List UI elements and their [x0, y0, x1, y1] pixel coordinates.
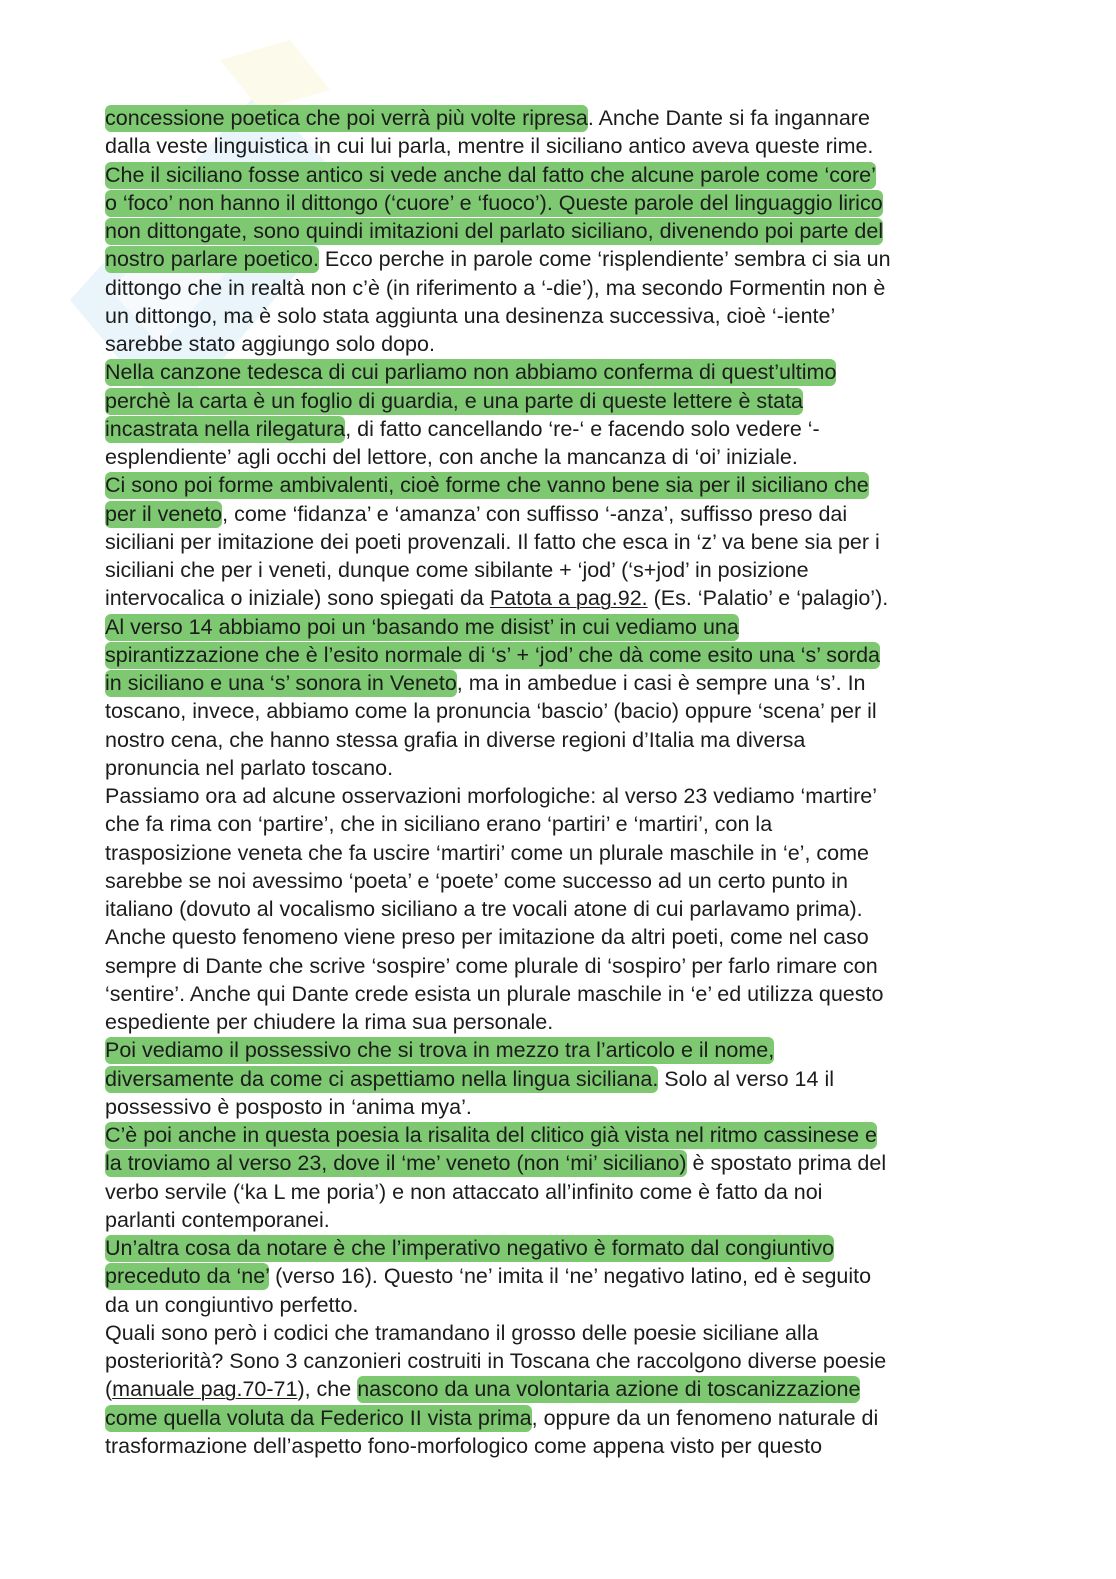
text-line	[105, 923, 1025, 951]
underlined-reference: Patota a pag.92.	[489, 586, 648, 611]
text-segment: Ecco perche in parole come ‘risplendiente’ sembra ci sia un	[318, 247, 891, 272]
text-line	[105, 274, 1025, 302]
text-line	[105, 1347, 1025, 1375]
text-segment: siciliani per imitazione dei poeti provenzali. Il fatto che esca in ‘z’ va bene sia per i	[105, 529, 880, 554]
text-segment: un dittongo, ma è solo stata aggiunta una desinenza successiva, cioè ‘-iente’	[105, 303, 836, 328]
highlighted-text: come quella voluta da Federico II vista prima	[105, 1405, 532, 1430]
text-segment: da un congiuntivo perfetto.	[105, 1292, 359, 1317]
text-segment: pronuncia nel parlato toscano.	[105, 755, 394, 780]
text-segment: , oppure da un fenomeno naturale di	[531, 1405, 879, 1430]
highlighted-text: Nella canzone tedesca di cui parliamo non abbiamo conferma di quest’ultimo	[105, 360, 837, 385]
text-segment: , ma in ambedue i casi è sempre una ‘s’. In	[456, 671, 866, 695]
highlighted-text: spirantizzazione che è l’esito normale di ‘s’ + ‘jod’ che dà come esito una ‘s’ sorda	[105, 642, 880, 667]
text-segment: esplendiente’ agli occhi del lettore, con anche la mancanza di ‘oi’ iniziale.	[105, 445, 798, 469]
text-line	[105, 1036, 1025, 1064]
text-segment: italiano (dovuto al vocalismo siciliano a tre vocali atone di cui parlavamo prima).	[105, 897, 863, 921]
text-line	[105, 952, 1025, 980]
document-body	[105, 104, 1025, 1460]
highlighted-text: Al verso 14 abbiamo poi un ‘basando me disist’ in cui vediamo una	[105, 614, 739, 639]
text-line	[105, 810, 1025, 838]
text-line	[105, 839, 1025, 867]
highlighted-text: preceduto da ‘ne’	[105, 1264, 270, 1289]
text-line	[105, 1432, 1025, 1460]
highlighted-text: Un’altra cosa da notare è che l’imperativo negativo è formato dal congiuntivo	[105, 1236, 835, 1260]
highlighted-text: Ci sono poi forme ambivalenti, cioè forme che vanno bene sia per il siciliano che	[105, 473, 869, 498]
text-segment: ‘sentire’. Anche qui Dante crede esista un plurale maschile in ‘e’ ed utilizza questo	[105, 981, 884, 1006]
highlighted-text: la troviamo al verso 23, dove il ‘me’ veneto (non ‘mi’ siciliano)	[105, 1151, 687, 1176]
text-segment: Solo al verso 14 il	[658, 1066, 835, 1091]
text-segment: dalla veste linguistica in cui lui parla, mentre il siciliano antico aveva queste rime.	[105, 134, 874, 159]
text-line	[105, 754, 1025, 782]
text-segment: (Es. ‘Palatio’ e ‘palagio’).	[647, 586, 889, 611]
text-line	[105, 132, 1025, 160]
text-segment: (verso 16). Questo ‘ne’ imita il ‘ne’ negativo latino, ed è seguito	[269, 1264, 872, 1289]
highlighted-text: non dittongate, sono quindi imitazioni del parlato siciliano, divenendo poi parte del	[105, 219, 884, 243]
text-segment: posteriorità? Sono 3 canzonieri costruiti in Toscana che raccolgono diverse poesie	[105, 1349, 887, 1373]
text-line	[105, 980, 1025, 1008]
text-line	[105, 1149, 1025, 1177]
text-line	[105, 1234, 1025, 1262]
underlined-reference: manuale pag.70-71	[112, 1377, 298, 1402]
text-segment: espediente per chiudere la rima sua personale.	[105, 1010, 554, 1034]
text-segment: siciliani che per i veneti, dunque come sibilante + ‘jod’ (‘s+jod’ in posizione	[105, 558, 809, 582]
text-line	[105, 443, 1025, 471]
text-segment: toscano, invece, abbiamo come la pronuncia ‘bascio’ (bacio) oppure ‘scena’ per il	[105, 699, 877, 724]
text-segment: trasformazione dell’aspetto fono-morfologico come appena visto per questo	[105, 1433, 823, 1458]
text-segment: dittongo che in realtà non c’è (in riferimento a ‘-die’), ma secondo Formentin non è	[105, 275, 886, 300]
text-line	[105, 1178, 1025, 1206]
text-line	[105, 245, 1025, 273]
text-segment: Anche questo fenomeno viene preso per imitazione da altri poeti, come nel caso	[105, 925, 869, 950]
text-line	[105, 584, 1025, 612]
text-segment: trasposizione veneta che fa uscire ‘martiri’ come un plurale maschile in ‘e’, come	[105, 840, 869, 865]
text-segment: Quali sono però i codici che tramandano il grosso delle poesie siciliane alla	[105, 1320, 819, 1345]
text-segment: nostro cena, che hanno stessa grafia in diverse regioni d’Italia ma diversa	[105, 727, 806, 752]
text-line	[105, 669, 1025, 697]
text-line	[105, 1008, 1025, 1036]
text-line	[105, 613, 1025, 641]
highlighted-text: perchè la carta è un foglio di guardia, e una parte di queste lettere è stata	[105, 388, 804, 413]
text-line	[105, 1262, 1025, 1290]
text-line	[105, 161, 1025, 189]
text-line	[105, 726, 1025, 754]
text-segment: sarebbe se noi avessimo ‘poeta’ e ‘poete’ come successo ad un certo punto in	[105, 868, 848, 893]
text-segment: intervocalica o iniziale) sono spiegati da	[105, 586, 490, 611]
text-line	[105, 1375, 1025, 1403]
text-line	[105, 1206, 1025, 1234]
text-line	[105, 782, 1025, 810]
text-line	[105, 1404, 1025, 1432]
text-segment: parlanti contemporanei.	[105, 1207, 330, 1232]
text-segment: è spostato prima del	[686, 1151, 887, 1176]
text-line	[105, 189, 1025, 217]
text-line	[105, 415, 1025, 443]
text-line	[105, 1291, 1025, 1319]
highlighted-text: Poi vediamo il possessivo che si trova in mezzo tra l’articolo e il nome,	[105, 1038, 775, 1063]
text-segment: verbo servile (‘ka L me poria’) e non attaccato all’infinito come è fatto da noi	[105, 1179, 823, 1204]
text-line	[105, 104, 1025, 132]
highlighted-text: incastrata nella rilegatura	[105, 416, 346, 441]
text-line	[105, 697, 1025, 725]
text-line	[105, 471, 1025, 499]
text-line	[105, 387, 1025, 415]
text-line	[105, 895, 1025, 923]
text-line	[105, 302, 1025, 330]
highlighted-text: Che il siciliano fosse antico si vede anche dal fatto che alcune parole come ‘core’	[105, 162, 876, 187]
text-line	[105, 867, 1025, 895]
text-line	[105, 1121, 1025, 1149]
text-segment: Passiamo ora ad alcune osservazioni morfologiche: al verso 23 vediamo ‘martire’	[105, 784, 877, 808]
text-segment: sempre di Dante che scrive ‘sospire’ come plurale di ‘sospiro’ per farlo rimare con	[105, 953, 878, 978]
text-line	[105, 556, 1025, 584]
highlighted-text: in siciliano e una ‘s’ sonora in Veneto	[105, 671, 457, 695]
highlighted-text: per il veneto	[105, 501, 223, 526]
text-line	[105, 330, 1025, 358]
highlighted-text: concessione poetica che poi verrà più volte ripresa	[105, 106, 588, 130]
text-segment: , di fatto cancellando ‘re-‘ e facendo solo vedere ‘-	[345, 416, 820, 441]
highlighted-text: nascono da una volontaria azione di toscanizzazione	[357, 1377, 861, 1402]
text-segment: sarebbe stato aggiungo solo dopo.	[105, 332, 435, 356]
text-line	[105, 641, 1025, 669]
highlighted-text: nostro parlare poetico.	[105, 247, 319, 272]
text-segment: , come ‘fidanza’ e ‘amanza’ con suffisso ‘-anza’, suffisso preso dai	[222, 501, 848, 526]
text-segment: ), che	[297, 1377, 358, 1402]
text-segment: che fa rima con ‘partire’, che in siciliano erano ‘partiri’ e ‘martiri’, con la	[105, 812, 773, 837]
highlighted-text: C’è poi anche in questa poesia la risalita del clitico già vista nel ritmo cassinese e	[105, 1123, 878, 1147]
text-segment: possessivo è posposto in ‘anima mya’.	[105, 1094, 472, 1119]
text-line	[105, 500, 1025, 528]
text-segment: (	[105, 1377, 113, 1402]
highlighted-text: diversamente da come ci aspettiamo nella lingua siciliana.	[105, 1066, 659, 1091]
text-line	[105, 217, 1025, 245]
text-line	[105, 1065, 1025, 1093]
text-line	[105, 1093, 1025, 1121]
text-segment: . Anche Dante si fa ingannare	[587, 106, 870, 130]
text-line	[105, 1319, 1025, 1347]
highlighted-text: o ‘foco’ non hanno il dittongo (‘cuore’ e ‘fuoco’). Queste parole del linguaggio lirico	[105, 190, 883, 215]
text-line	[105, 528, 1025, 556]
text-line	[105, 358, 1025, 386]
